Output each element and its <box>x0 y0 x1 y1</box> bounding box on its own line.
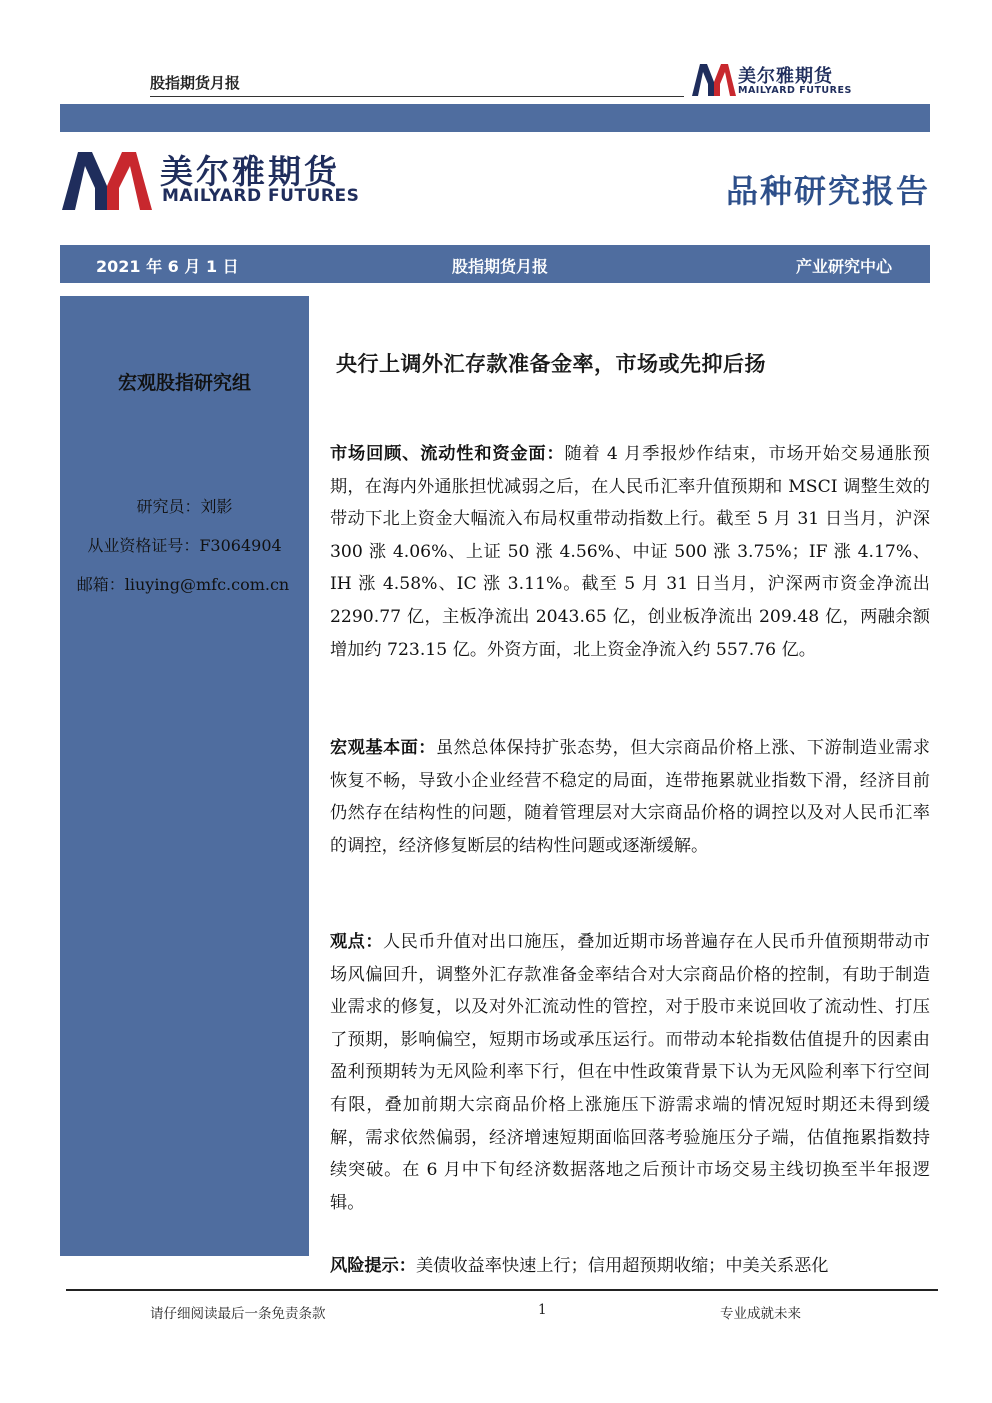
section-market-review <box>330 438 930 666</box>
header-logo-en: MAILYARD FUTURES <box>738 85 852 96</box>
footer-slogan: 专业成就未来 <box>720 1306 801 1322</box>
analyst-email: 邮箱：liuying@mfc.com.cn <box>76 575 290 594</box>
top-blue-bar <box>60 104 930 132</box>
report-department: 产业研究中心 <box>795 257 892 276</box>
section-view <box>330 926 930 1219</box>
mailyard-logo-icon <box>692 62 736 96</box>
banner-logo <box>62 146 382 212</box>
header-logo-cn: 美尔雅期货 <box>738 66 833 87</box>
footer-disclaimer: 请仔细阅读最后一条免责条款 <box>150 1306 326 1322</box>
author-sidebar <box>60 296 309 1256</box>
section-label: 市场回顾、流动性和资金面： <box>330 444 565 464</box>
research-group: 宏观股指研究组 <box>117 372 251 394</box>
mailyard-logo-large-icon <box>62 148 152 210</box>
section-label: 风险提示： <box>330 1256 416 1276</box>
page-number: 1 <box>538 1302 547 1318</box>
section-text: 美债收益率快速上行；信用超预期收缩；中美关系恶化 <box>415 1256 829 1276</box>
footer-rule <box>66 1289 938 1291</box>
meta-bar <box>60 245 930 283</box>
analyst-certificate: 从业资格证号：F3064904 <box>87 536 282 555</box>
header-logo <box>692 62 862 98</box>
banner-logo-cn: 美尔雅期货 <box>160 152 340 191</box>
section-text: 虽然总体保持扩张态势，但大宗商品价格上涨、下游制造业需求恢复不畅，导致小企业经营不稳定的局面，连带拖累就业指数下滑，经济目前仍然存在结构性的问题，随着管理层对大宗商品价格的调控以及对人民币汇率的调控，经济修复断层的结构性问题或逐渐缓解。 <box>330 738 930 856</box>
section-macro <box>330 732 930 862</box>
analyst-name: 研究员：刘影 <box>136 497 233 516</box>
report-series: 股指期货月报 <box>452 257 549 276</box>
section-label: 宏观基本面： <box>330 738 436 758</box>
report-date: 2021 年 6 月 1 日 <box>96 257 239 276</box>
article-headline: 央行上调外汇存款准备金率，市场或先抑后扬 <box>336 352 766 376</box>
section-text: 随着 4 月季报炒作结束，市场开始交易通胀预期，在海内外通胀担忧减弱之后，在人民币汇率升值预期和 MSCI 调整生效的带动下北上资金大幅流入布局权重带动指数上行。截至 5 月 31 日当月，沪深 300 涨 4.06%、上证 50 涨 4.56%、中证 500 涨 3.75%；IF 涨 4.17%、IH 涨 4.58%、IC 涨 3.11%。截至 5 月 31 日当月，沪深两市资金净流出 2290.77 亿，主板净流出 2043.65 亿，创业板净流出 209.48 亿，两融余额增加约 723.15 亿。外资方面，北上资金净流入约 557.76 亿。 <box>330 444 930 660</box>
report-type-title: 品种研究报告 <box>725 172 930 210</box>
header-rule <box>150 96 684 97</box>
section-label: 观点： <box>330 932 383 952</box>
section-risk <box>330 1250 930 1283</box>
banner-logo-en: MAILYARD FUTURES <box>162 186 360 206</box>
header-doc-title: 股指期货月报 <box>150 74 241 92</box>
section-text: 人民币升值对出口施压，叠加近期市场普遍存在人民币升值预期带动市场风偏回升，调整外汇存款准备金率结合对大宗商品价格的控制，有助于制造业需求的修复，以及对外汇流动性的管控，对于股市来说回收了流动性、打压了预期，影响偏空，短期市场或承压运行。而带动本轮指数估值提升的因素由盈利预期转为无风险利率下行，但在中性政策背景下认为无风险利率下行空间有限，叠加前期大宗商品价格上涨施压下游需求端的情况短时期还未得到缓解，需求依然偏弱，经济增速短期面临回落考验施压分子端，估值拖累指数持续突破。在 6 月中下旬经济数据落地之后预计市场交易主线切换至半年报逻辑。 <box>330 932 930 1213</box>
